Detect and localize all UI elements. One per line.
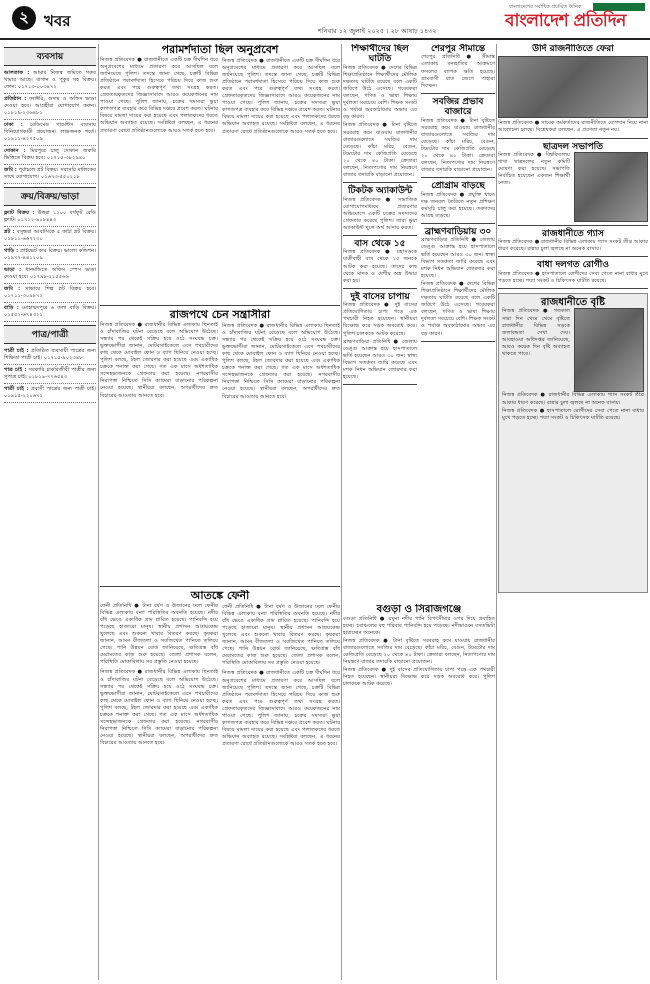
story-body-continued: নিজস্ব প্রতিবেদক ● রাজধানীতে একটি চক্র দীর্ঘদিন ধরে অনুপ্রবেশের মাধ্যমে প্রতারণা করে আসছিল বলে জানিয়েছে পুলিশ। তদন্তে জানা গেছে, চক্রটি বিভিন্ন প্রতিষ্ঠানে পরামর্শদাতা হিসেবে পরিচয় দিয়ে কাজ শুরু করত এবং পরে গুরুত্বপূর্ণ তথ্য সংগ্রহ করত। গ্রেফতারকৃতদের জিজ্ঞাসাবাদে আরও কয়েকজনের নাম পাওয়া গেছে। পুলিশ জানায়, চক্রের সদস্যরা ভুয়া কাগজপত্র ব্যবহার করে বিভিন্ন দপ্তরে প্রবেশ করত। ঘটনার বিষয়ে মামলা দায়ের করা হয়েছে এবং পলাতকদের ধরতে অভিযান অব্যাহত রয়েছে। সংশ্লিষ্টরা বলছেন, এ ধরনের প্রতারণা রোধে প্রতিষ্ঠানগুলোকে আরও সতর্ক হতে হবে। (222, 57, 340, 135)
story-headline: ছাত্রদল সভাপতি (543, 141, 603, 152)
classified-ad: আলতাফ : আমার নিজস্ব জমিতে গরুর খামার আছে। বাগান ও পুকুর সহ বিক্রয়। ফোন: ০১৭১৩-০০৩৪৭২ (4, 68, 96, 94)
classified-ad: পাত্রী চাই : প্রতিষ্ঠিত ব্যবসায়ী পাত্রের জন্য শিক্ষিতা পাত্রী চাই। ০১৭১৫-৯০২৩৪৮ (4, 346, 96, 365)
story-body: নিজস্ব প্রতিবেদক ● দুই বাসের প্রতিযোগিতায় চাপা পড়ে এক পথচারী নিহত হয়েছেন। স্থানীয়রা বিক্ষোভ করে সড়ক অবরোধ করে। পুলিশ চালককে আটক করেছে। (343, 302, 417, 337)
news-story (421, 44, 495, 94)
story-headline: বগুড়া ও সিরাজগঞ্জে (376, 604, 462, 615)
story-body: নিজস্ব প্রতিবেদক ● রাজধানীর বিভিন্ন এলাকায় ছিনতাই ও চাঁদাবাজির ঘটনা বেড়েছে বলে অভিযোগ উঠেছে। সন্ধ্যার পর থেকেই সক্রিয় হয়ে ওঠে সংঘবদ্ধ চক্র। ভুক্তভোগীরা জানান, মোটরসাইকেলে এসে পথচারীদের কাছ থেকে মোবাইল ফোন ও ব্যাগ ছিনিয়ে নেওয়া হচ্ছে। পুলিশ বলছে, টহল জোরদার করা হয়েছে এবং একাধিক চক্রকে শনাক্ত করা গেছে। গত এক মাসে অর্ধশতাধিক সন্দেহভাজনকে গ্রেফতার করা হয়েছে। নগরবাসীর নিরাপত্তা নিশ্চিতে সিসি ক্যামেরা বাড়ানোর পরিকল্পনা নেওয়া হয়েছে। স্থানীয়রা বলছেন, অপরাধীদের দ্রুত বিচারের আওতায় আনতে হবে। (100, 321, 218, 399)
story-body: নিজস্ব প্রতিবেদক ● গতকাল সারা দিন থেমে থেমে বৃষ্টিতে রাজধানীর বিভিন্ন সড়কে জলাবদ্ধতা দেখা দেয়। আবহাওয়া অধিদপ্তর জানিয়েছে, আরও কয়েক দিন বৃষ্টি অব্যাহত থাকতে পারে। (502, 308, 570, 357)
news-photo (574, 308, 644, 392)
classified-ad: প্লট : বসুন্ধরা আবাসিকে ৫ কাঠা প্লট বিক্রয়। ০১৮১১-৬৬৭২৩০ (4, 227, 96, 246)
story-body: নিজস্ব প্রতিবেদক ● মহাসড়কে যাত্রীবাহী বাস থেকে ১৫ জনকে আটক করা হয়েছে। তাদের কাছ থেকে মাদক ও দেশীয় অস্ত্র উদ্ধার করা হয়। (343, 249, 417, 284)
story-body: নিজস্ব প্রতিবেদক ● হাসপাতালে রোগীদের সেবা পেতে নানা বাধার মুখে পড়তে হচ্ছে। শয্যা সংকট ও চিকিৎসক ঘাটতি রয়েছে। (498, 270, 648, 284)
story-headline: রাজপথে চেন সন্ত্রাসীরা (169, 309, 271, 321)
masthead (0, 0, 650, 40)
story-headline: আতঙ্কে ফেনী (190, 590, 250, 602)
classified-ad: জমি : পূর্বাচলে প্লট বিক্রয়। সরাসরি মালিকের সাথে যোগাযোগ। ০১৬৭৩-৫৫০২১৮ (4, 165, 96, 184)
classified-ad: প্রতিষ্ঠান : ফ্যাক্টরি, গুদাম ও অফিস ভাড়া দেওয়া হবে। আগ্রহীরা যোগাযোগ করুন। ০১৮১৯-২৩৬৪৮১ (4, 94, 96, 120)
news-story (343, 292, 417, 385)
news-story (100, 309, 340, 587)
classified-ad: দোকান : মিরপুরে চালু দোকান জরুরি ভিত্তিতে বিক্রয় হবে। ০১৭১৫-৩৮২৯৪০ (4, 146, 96, 165)
newspaper-logo (505, 2, 645, 38)
story-body-continued: নিজস্ব প্রতিবেদক ● রাজধানীতে একটি চক্র দীর্ঘদিন ধরে অনুপ্রবেশের মাধ্যমে প্রতারণা করে আসছিল বলে জানিয়েছে পুলিশ। তদন্তে জানা গেছে, চক্রটি বিভিন্ন প্রতিষ্ঠানে পরামর্শদাতা হিসেবে পরিচয় দিয়ে কাজ শুরু করত এবং পরে গুরুত্বপূর্ণ তথ্য সংগ্রহ করত। গ্রেফতারকৃতদের জিজ্ঞাসাবাদে আরও কয়েকজনের নাম পাওয়া গেছে। পুলিশ জানায়, চক্রের সদস্যরা ভুয়া কাগজপত্র ব্যবহার করে বিভিন্ন দপ্তরে প্রবেশ করত। ঘটনার বিষয়ে মামলা দায়ের করা হয়েছে এবং পলাতকদের ধরতে অভিযান অব্যাহত রয়েছে। সংশ্লিষ্টরা বলছেন, এ ধরনের প্রতারণা রোধে প্রতিষ্ঠানগুলোকে আরও সতর্ক হতে হবে। (222, 670, 340, 748)
story-headline: সবজির প্রভাব বাজারে (432, 96, 484, 118)
news-photo (574, 152, 648, 222)
classified-ad: গাড়ি : প্রাইভেট কার বিক্রয়। ভালো কন্ডিশন। ০১৯৭৭-৪৪১২০৯ (4, 246, 96, 265)
story-body: নিজস্ব প্রতিবেদক ● বিশ্ববিদ্যালয় শাখা ছাত্রদলের নতুন কমিটি ঘোষণা করা হয়েছে। সভাপতি নির্বাচিত হয়েছেন একজন শিক্ষার্থী নেতা। (498, 151, 570, 187)
news-story (343, 239, 417, 289)
story-headline: ব্রাহ্মণবাড়িয়ায় ৩০ (424, 226, 492, 237)
story-headline: পরামর্শদাতা ছিল অনুপ্রবেশ (161, 44, 279, 56)
story-headline: টিকটক অ্যাকাউন্ট (347, 186, 413, 197)
story-body-continued: ফেনী প্রতিনিধি ● টানা বর্ষণ ও উজানের ঢলে ফেনীর বিভিন্ন এলাকায় বন্যা পরিস্থিতির অবনতি হয়েছে। নদীর বাঁধ ভেঙে একাধিক গ্রাম প্লাবিত হয়েছে। পানিবন্দি হয়ে পড়েছে হাজারো মানুষ। স্থানীয় প্রশাসন আশ্রয়কেন্দ্র খুলেছে এবং শুকনো খাবার বিতরণ করছে। কৃষকরা জানান, আমন বীজতলা ও সবজিখেত পানিতে তলিয়ে গেছে। পানি উন্নয়ন বোর্ড জানিয়েছে, ক্ষতিগ্রস্ত বাঁধ মেরামতের কাজ শুরু হয়েছে। জেলা প্রশাসক বলেন, পরিস্থিতি মোকাবিলায় সব প্রস্তুতি নেওয়া হয়েছে। (222, 603, 340, 667)
story-headline: শিক্ষার্থীদের ছিল ঘাটতি (351, 44, 409, 65)
news-story (498, 260, 648, 289)
story-body: নিজস্ব প্রতিবেদক ● সামাজিক যোগাযোগমাধ্যমে প্রতারণার অভিযোগে একটি চক্রের সদস্যদের গ্রেফতার করেছে পুলিশ। তারা ভুয়া অ্যাকাউন্ট খুলে অর্থ আদায় করত। (343, 196, 417, 231)
classified-heading: পাত্র/পাত্রী (4, 325, 96, 344)
classified-ad: জমি : সাভারে শিল্প প্লট বিক্রয় হবে। ০১৭১১-৩০৯৮৭২ (4, 284, 96, 303)
story-body: নিজস্ব প্রতিবেদক ● টানা বৃষ্টিতে সরবরাহ কমে যাওয়ায় রাজধানীর বাজারগুলোতে সবজির দাম বেড়েছে। কাঁচা মরিচ, বেগুন, টমেটোর দাম কেজিপ্রতি বেড়েছে ২০ থেকে ৪০ টাকা। ক্রেতারা বলছেন, নিত্যপণ্যের দাম নিয়ন্ত্রণে বাজার তদারকি বাড়ানো প্রয়োজন। (421, 117, 495, 174)
story-headline: উর্দি রাজনীতিতে ফেরা (532, 44, 614, 54)
classified-ad: পাত্রী চাই : প্রবাসী পাত্রের জন্য পাত্রী চাই। ০১৯১৫-২২০৬৭১ (4, 384, 96, 403)
story-body: নিজস্ব প্রতিবেদক ● রাজধানীর বিভিন্ন এলাকায় গ্যাস সংকট তীব্র আকার ধারণ করেছে। রান্নার চুলা জ্বলছে না অনেক বাসায়। (498, 239, 648, 253)
story-body-continued: নিজস্ব প্রতিবেদক ● দুই বাসের প্রতিযোগিতায় চাপা পড়ে এক পথচারী নিহত হয়েছেন। স্থানীয়রা বিক্ষোভ করে সড়ক অবরোধ করে। পুলিশ চালককে আটক করেছে। (343, 667, 495, 688)
classified-heading: ব্যবসায় (4, 47, 96, 66)
story-body-continued: নিজস্ব প্রতিবেদক ● টানা বৃষ্টিতে সরবরাহ কমে যাওয়ায় রাজধানীর বাজারগুলোতে সবজির দাম বেড়েছে। কাঁচা মরিচ, বেগুন, টমেটোর দাম কেজিপ্রতি বেড়েছে ২০ থেকে ৪০ টাকা। ক্রেতারা বলছেন, নিত্যপণ্যের দাম নিয়ন্ত্রণে বাজার তদারকি বাড়ানো প্রয়োজন। (343, 637, 495, 666)
story-body-continued: নিজস্ব প্রতিবেদক ● দেশের বিভিন্ন শিক্ষাপ্রতিষ্ঠানে শিক্ষার্থীদের মৌলিক দক্ষতায় ঘাটতি রয়েছে বলে একটি জরিপে উঠে এসেছে। গবেষকরা বলছেন, গণিত ও ভাষা শিক্ষায় দুর্বলতা সবচেয়ে বেশি। শিক্ষক সংকট ও পর্যাপ্ত অবকাঠামোর অভাব এর বড় কারণ। (421, 280, 495, 337)
news-story (498, 229, 648, 258)
news-story (421, 97, 495, 178)
news-story (343, 186, 417, 236)
column-rule (341, 44, 342, 980)
story-body: নিজস্ব প্রতিবেদক ● রাজধানীতে একটি চক্র দীর্ঘদিন ধরে অনুপ্রবেশের মাধ্যমে প্রতারণা করে আসছিল বলে জানিয়েছে পুলিশ। তদন্তে জানা গেছে, চক্রটি বিভিন্ন প্রতিষ্ঠানে পরামর্শদাতা হিসেবে পরিচয় দিয়ে কাজ শুরু করত এবং পরে গুরুত্বপূর্ণ তথ্য সংগ্রহ করত। গ্রেফতারকৃতদের জিজ্ঞাসাবাদে আরও কয়েকজনের নাম পাওয়া গেছে। পুলিশ জানায়, চক্রের সদস্যরা ভুয়া কাগজপত্র ব্যবহার করে বিভিন্ন দপ্তরে প্রবেশ করত। ঘটনার বিষয়ে মামলা দায়ের করা হয়েছে এবং পলাতকদের ধরতে অভিযান অব্যাহত রয়েছে। সংশ্লিষ্টরা বলছেন, এ ধরনের প্রতারণা রোধে প্রতিষ্ঠানগুলোকে আরও সতর্ক হতে হবে। (100, 56, 218, 134)
news-story (343, 44, 417, 183)
story-body-continued: নিজস্ব প্রতিবেদক ● টানা বৃষ্টিতে সরবরাহ কমে যাওয়ায় রাজধানীর বাজারগুলোতে সবজির দাম বেড়েছে। কাঁচা মরিচ, বেগুন, টমেটোর দাম কেজিপ্রতি বেড়েছে ২০ থেকে ৪০ টাকা। ক্রেতারা বলছেন, নিত্যপণ্যের দাম নিয়ন্ত্রণে বাজার তদারকি বাড়ানো প্রয়োজন। (343, 122, 417, 179)
story-body-continued: নিজস্ব প্রতিবেদক ● রাজধানীর বিভিন্ন এলাকায় গ্যাস সংকট তীব্র আকার ধারণ করেছে। রান্নার চুলা জ্বলছে না অনেক বাসায়। (502, 392, 644, 406)
story-body: ব্রাহ্মণবাড়িয়া প্রতিনিধি ● জেলায় ডেঙ্গু আক্রান্ত হয়ে হাসপাতালে ভর্তি হয়েছেন আরও ৩০ জন। স্বাস্থ্য বিভাগ সতর্কতা জারি করেছে এবং মশক নিধন অভিযান জোরদার করা হয়েছে। (421, 237, 495, 279)
story-body-continued: নিজস্ব প্রতিবেদক ● রাজধানীর বিভিন্ন এলাকায় ছিনতাই ও চাঁদাবাজির ঘটনা বেড়েছে বলে অভিযোগ উঠেছে। সন্ধ্যার পর থেকেই সক্রিয় হয়ে ওঠে সংঘবদ্ধ চক্র। ভুক্তভোগীরা জানান, মোটরসাইকেলে এসে পথচারীদের কাছ থেকে মোবাইল ফোন ও ব্যাগ ছিনিয়ে নেওয়া হচ্ছে। পুলিশ বলছে, টহল জোরদার করা হয়েছে এবং একাধিক চক্রকে শনাক্ত করা গেছে। গত এক মাসে অর্ধশতাধিক সন্দেহভাজনকে গ্রেফতার করা হয়েছে। নগরবাসীর নিরাপত্তা নিশ্চিতে সিসি ক্যামেরা বাড়ানোর পরিকল্পনা নেওয়া হয়েছে। স্থানীয়রা বলছেন, অপরাধীদের দ্রুত বিচারের আওতায় আনতে হবে। (100, 669, 218, 747)
logo-text: বাংলাদেশ প্রতিদিন (505, 11, 626, 31)
main-stories-column (100, 44, 340, 980)
story-body: বগুড়া প্রতিনিধি ● যমুনা নদীর পানি বিপৎসীমার ওপর দিয়ে প্রবাহিত হচ্ছে। চরাঞ্চলের বহু পরিবার পানিবন্দি হয়ে পড়েছে। নদীভাঙনে বসতভিটা হারাচ্ছেন অনেকে। (343, 615, 495, 636)
story-body-continued: নিজস্ব প্রতিবেদক ● রাজধানীর বিভিন্ন এলাকায় ছিনতাই ও চাঁদাবাজির ঘটনা বেড়েছে বলে অভিযোগ উঠেছে। সন্ধ্যার পর থেকেই সক্রিয় হয়ে ওঠে সংঘবদ্ধ চক্র। ভুক্তভোগীরা জানান, মোটরসাইকেলে এসে পথচারীদের কাছ থেকে মোবাইল ফোন ও ব্যাগ ছিনিয়ে নেওয়া হচ্ছে। পুলিশ বলছে, টহল জোরদার করা হয়েছে এবং একাধিক চক্রকে শনাক্ত করা গেছে। গত এক মাসে অর্ধশতাধিক সন্দেহভাজনকে গ্রেফতার করা হয়েছে। নগরবাসীর নিরাপত্তা নিশ্চিতে সিসি ক্যামেরা বাড়ানোর পরিকল্পনা নেওয়া হয়েছে। স্থানীয়রা বলছেন, অপরাধীদের দ্রুত বিচারের আওতায় আনতে হবে। (222, 322, 340, 400)
classified-ad: ঢাকা : রেডিমেড গার্মেন্টস ব্যবসায় বিনিয়োগকারী প্রয়োজন। লাভজনক শর্তে। ০১৯১১-৪২৭৫০৯ (4, 120, 96, 146)
classified-ad: বাড়ি : মোহাম্মদপুরে ৬ তলা বাড়ি বিক্রয়। ০১৫৫২-৬৭৪৩২১ (4, 303, 96, 322)
classified-ad: ভাড়া : ধানমন্ডিতে অফিস স্পেস ভাড়া দেওয়া হবে। ০১৭৯৮-২১৫৫৬৬ (4, 265, 96, 284)
story-body: নিজস্ব প্রতিবেদক ● সাবেক কর্মকর্তাদের রাজনীতিতে যোগদান নিয়ে নানা আলোচনা চলছে। বিশ্লেষকরা বলছেন, এ প্রবণতা নতুন নয়। (498, 120, 648, 134)
news-story (421, 227, 495, 342)
dateline: শনিবার ১২ জুলাই ২০২৫ । ২৮ আষাঢ় ১৪৩২ (318, 27, 437, 35)
classified-heading: ক্রয়/বিক্রয়/ভাড়া (4, 187, 96, 206)
story-headline: বাধা দলগত রোগীও (537, 260, 609, 271)
story-headline: রাজধানীতে গ্যাস (542, 228, 604, 239)
classified-ad: পাত্র চাই : সরকারি চাকরিজীবী পাত্রীর জন্য সুপাত্র চাই। ০১৮১৯-৭৭৬৫৪৩ (4, 365, 96, 384)
news-story (100, 590, 340, 970)
story-headline: দুই বাসের চাপায় (350, 291, 410, 302)
story-body: শেরপুর প্রতিনিধি ● সীমান্ত এলাকায় বন্যহাতির আক্রমণে ফসলের ব্যাপক ক্ষতি হয়েছে। গ্রামবাসী রাত জেগে পাহারা দিচ্ছেন। (421, 54, 495, 89)
news-story (498, 293, 648, 593)
news-story (421, 181, 495, 224)
logo-tagline: বাংলাদেশের সর্বাধিক প্রচারিত দৈনিক (509, 4, 582, 10)
classified-ad: ফ্ল্যাট বিক্রয় : উত্তরা ১২০০ বর্গফুট রেডি ফ্ল্যাট। ০১৭১২-৯০৮৪৪৩ (4, 208, 96, 227)
news-story (343, 604, 495, 964)
story-body: নিজস্ব প্রতিবেদক ● দেশের বিভিন্ন শিক্ষাপ্রতিষ্ঠানে শিক্ষার্থীদের মৌলিক দক্ষতায় ঘাটতি রয়েছে বলে একটি জরিপে উঠে এসেছে। গবেষকরা বলছেন, গণিত ও ভাষা শিক্ষায় দুর্বলতা সবচেয়ে বেশি। শিক্ষক সংকট ও পর্যাপ্ত অবকাঠামোর অভাব এর বড় কারণ। (343, 64, 417, 121)
secondary-stories-column (343, 44, 495, 980)
story-headline: প্রোগ্রাম বাড়ছে (431, 181, 485, 192)
story-headline: শেরপুর সীমান্তে (430, 44, 486, 54)
section-title: খবর (44, 12, 71, 30)
story-body-continued: নিজস্ব প্রতিবেদক ● হাসপাতালে রোগীদের সেবা পেতে নানা বাধার মুখে পড়তে হচ্ছে। শয্যা সংকট ও চিকিৎসক ঘাটতি রয়েছে। (502, 407, 644, 421)
page-number: ২ (12, 6, 36, 30)
story-body: ফেনী প্রতিনিধি ● টানা বর্ষণ ও উজানের ঢলে ফেনীর বিভিন্ন এলাকায় বন্যা পরিস্থিতির অবনতি হয়েছে। নদীর বাঁধ ভেঙে একাধিক গ্রাম প্লাবিত হয়েছে। পানিবন্দি হয়ে পড়েছে হাজারো মানুষ। স্থানীয় প্রশাসন আশ্রয়কেন্দ্র খুলেছে এবং শুকনো খাবার বিতরণ করছে। কৃষকরা জানান, আমন বীজতলা ও সবজিখেত পানিতে তলিয়ে গেছে। পানি উন্নয়ন বোর্ড জানিয়েছে, ক্ষতিগ্রস্ত বাঁধ মেরামতের কাজ শুরু হয়েছে। জেলা প্রশাসক বলেন, পরিস্থিতি মোকাবিলায় সব প্রস্তুতি নেওয়া হয়েছে। (100, 602, 218, 666)
news-story (100, 44, 340, 306)
column-rule (98, 44, 99, 980)
news-story (498, 44, 648, 139)
story-headline: বাস থেকে ১৫ (354, 239, 406, 249)
news-photo (498, 56, 648, 118)
story-body: নিজস্ব প্রতিবেদক ● প্রযুক্তি খাতে দক্ষ জনবল তৈরিতে নতুন প্রশিক্ষণ কর্মসূচি চালু করা হয়েছে। তরুণদের আগ্রহ বাড়ছে। (421, 191, 495, 219)
side-stories-column (498, 44, 648, 980)
news-story (498, 142, 648, 226)
column-rule (496, 44, 497, 980)
story-body-continued: ব্রাহ্মণবাড়িয়া প্রতিনিধি ● জেলায় ডেঙ্গু আক্রান্ত হয়ে হাসপাতালে ভর্তি হয়েছেন আরও ৩০ জন। স্বাস্থ্য বিভাগ সতর্কতা জারি করেছে এবং মশক নিধন অভিযান জোরদার করা হয়েছে। (343, 338, 417, 381)
logo-accent-bar (593, 3, 645, 11)
classifieds-column (4, 44, 96, 980)
story-headline: রাজধানীতে বৃষ্টি (540, 296, 606, 308)
